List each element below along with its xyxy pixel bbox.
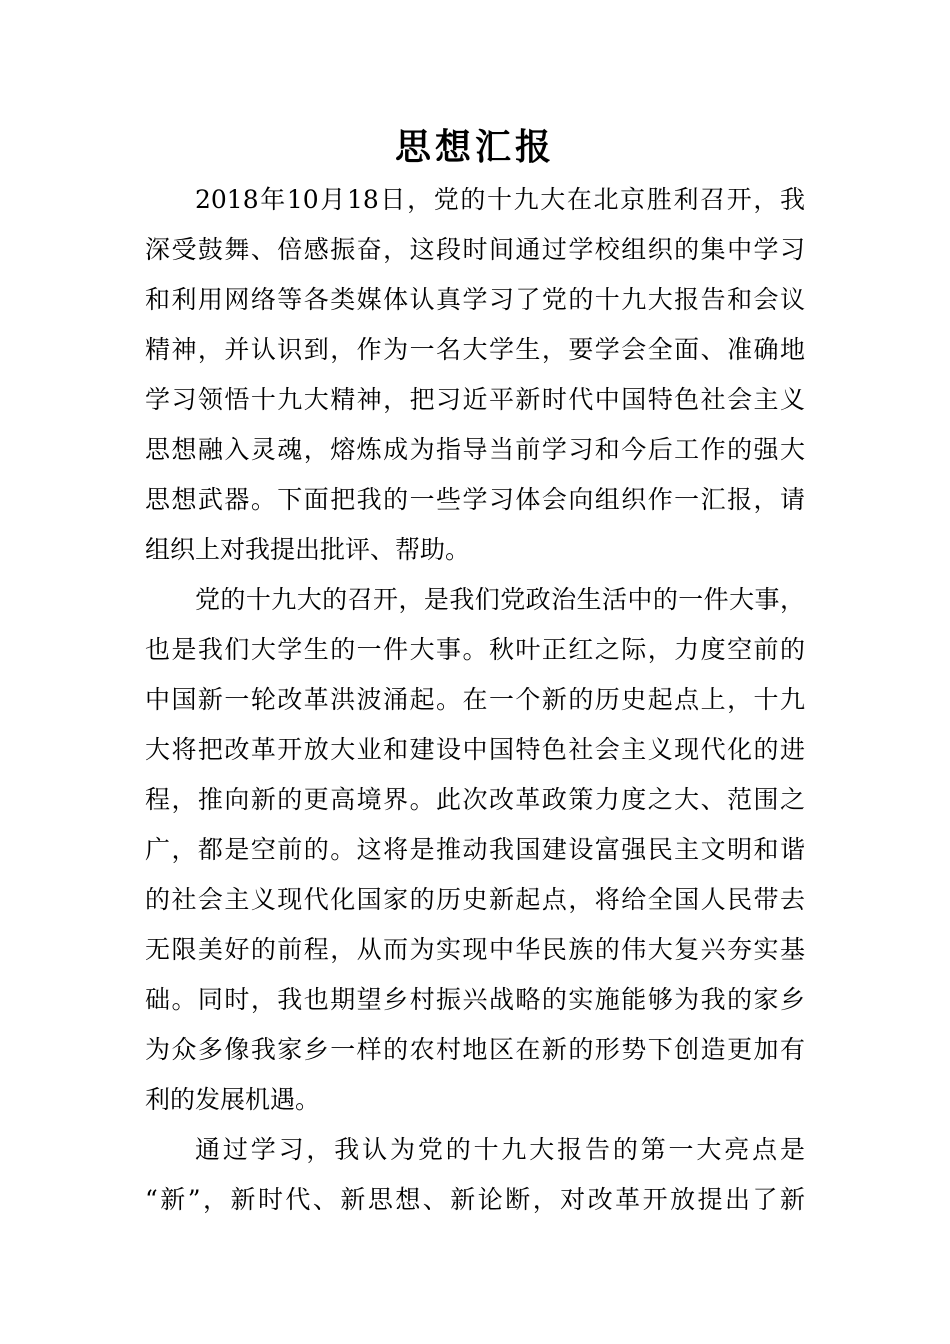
text-line: 的社会主义现代化国家的历史新起点，将给全国人民带去	[145, 885, 805, 914]
text-line: 精神，并认识到，作为一名大学生，要学会全面、准确地	[145, 335, 805, 364]
text-line: 2018年10月18日，党的十九大在北京胜利召开，我	[195, 185, 805, 214]
text-line: 础。同时，我也期望乡村振兴战略的实施能够为我的家乡	[145, 985, 805, 1014]
text-line: 为众多像我家乡一样的农村地区在新的形势下创造更加有	[145, 1035, 805, 1064]
text-line: 党的十九大的召开，是我们党政治生活中的一件大事，	[195, 585, 805, 614]
text-line: 深受鼓舞、倍感振奋，这段时间通过学校组织的集中学习	[145, 235, 805, 264]
text-line: 也是我们大学生的一件大事。秋叶正红之际，力度空前的	[145, 635, 805, 664]
text-line: 利的发展机遇。	[145, 1085, 321, 1114]
text-line: 学习领悟十九大精神，把习近平新时代中国特色社会主义	[145, 385, 805, 414]
text-line: 组织上对我提出批评、帮助。	[145, 535, 471, 564]
text-line: 思想融入灵魂，熔炼成为指导当前学习和今后工作的强大	[145, 435, 805, 464]
text-line: “新”，新时代、新思想、新论断，对改革开放提出了新	[145, 1185, 805, 1214]
text-line: 无限美好的前程，从而为实现中华民族的伟大复兴夯实基	[145, 935, 805, 964]
text-line: 通过学习，我认为党的十九大报告的第一大亮点是	[195, 1135, 805, 1164]
text-line: 思想武器。下面把我的一些学习体会向组织作一汇报，请	[145, 485, 805, 514]
text-line: 程，推向新的更高境界。此次改革政策力度之大、范围之	[145, 785, 805, 814]
document-body	[145, 175, 805, 1225]
text-line: 大将把改革开放大业和建设中国特色社会主义现代化的进	[145, 735, 805, 764]
text-line: 和利用网络等各类媒体认真学习了党的十九大报告和会议	[145, 285, 805, 314]
document-title: 思想汇报	[394, 126, 555, 168]
text-line: 中国新一轮改革洪波涌起。在一个新的历史起点上，十九	[145, 685, 805, 714]
text-line: 广，都是空前的。这将是推动我国建设富强民主文明和谐	[145, 835, 805, 864]
